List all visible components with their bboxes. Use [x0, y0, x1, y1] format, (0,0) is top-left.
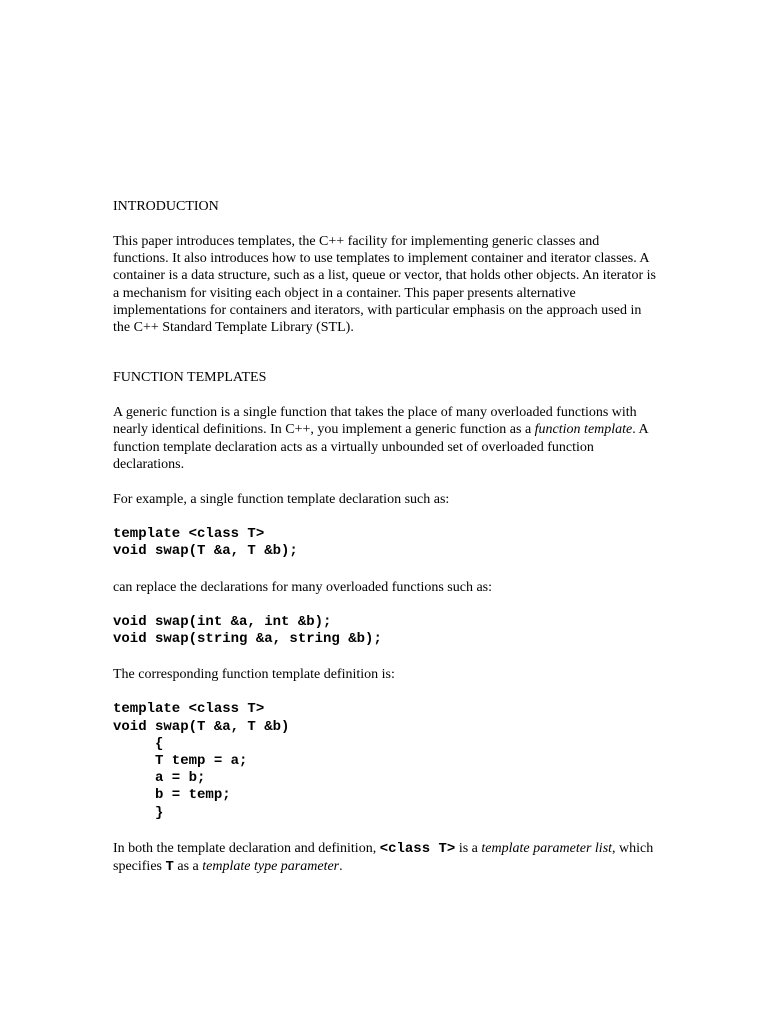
introduction-heading: INTRODUCTION	[113, 199, 219, 214]
overload-paragraph: can replace the declarations for many overloaded functions such as:	[113, 579, 493, 595]
italic-term: function template	[534, 422, 633, 438]
paragraph-text: is a	[455, 840, 482, 856]
code-block-definition: template <class T> void swap(T &a, T &b) { T temp = a; a = b; b = temp; }	[113, 701, 290, 821]
paragraph-text: . A function template declaration acts as a virtually unbounded set of overloaded function declarations.	[113, 422, 648, 472]
paragraph-text: .	[339, 859, 343, 875]
example-intro-paragraph: For example, a single function template declaration such as:	[113, 492, 450, 508]
inline-code: <class T>	[379, 840, 456, 857]
inline-code: T	[165, 859, 174, 876]
paragraph-text: In both the template declaration and definition,	[113, 840, 380, 856]
definition-intro-paragraph: The corresponding function template definition is:	[113, 667, 395, 683]
generic-function-paragraph	[113, 404, 658, 473]
paragraph-text: , which specifies	[113, 840, 654, 875]
code-block-declaration: template <class T> void swap(T &a, T &b);	[113, 526, 298, 560]
document-page	[113, 198, 658, 876]
paragraph-text: as a	[173, 859, 203, 875]
italic-term: template parameter list	[481, 840, 613, 856]
code-block-overloads: void swap(int &a, int &b); void swap(string &a, string &b);	[113, 613, 382, 648]
italic-term: template type parameter	[202, 859, 340, 875]
template-parameter-paragraph	[113, 840, 658, 876]
paragraph-text: A generic function is a single function that takes the place of many overloaded functions with nearly identical definitions. In C++, you implement a generic function as a	[113, 405, 637, 438]
introduction-paragraph: This paper introduces templates, the C++ facility for implementing generic classes and functions. It also introduces how to use templates to implement container and iterator classes. A container is a data structure, such as a list, queue or vector, that holds other objects. An iterator is a mechanism for visiting each object in a container. This paper presents alternative implementations for containers and iterators, with particular emphasis on the approach used in the C++ Standard Template Library (STL).	[113, 234, 656, 336]
function-templates-heading: FUNCTION TEMPLATES	[113, 370, 267, 386]
